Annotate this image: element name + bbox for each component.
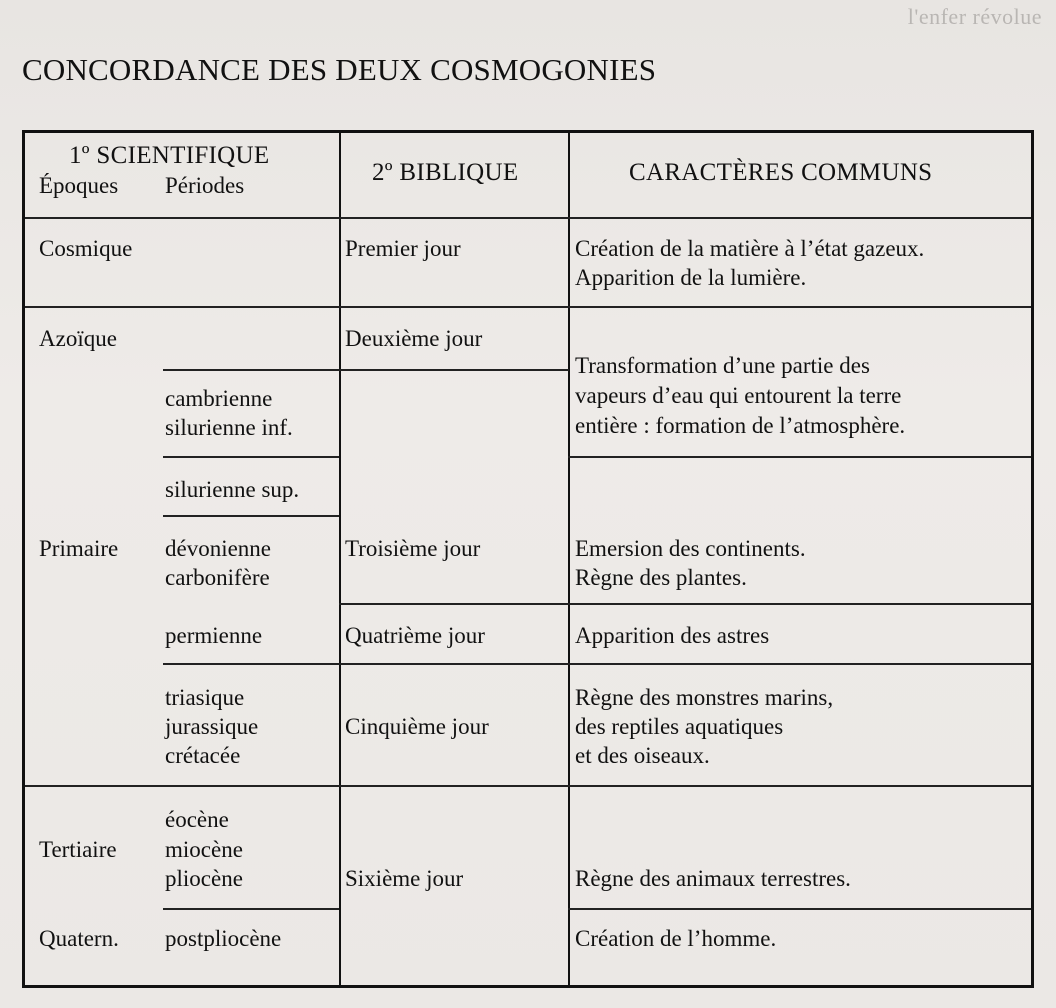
header-scientific: 1º SCIENTIFIQUE xyxy=(69,142,270,169)
period-miocene: miocène xyxy=(165,837,243,862)
page-title: CONCORDANCE DES DEUX COSMOGONIES xyxy=(22,52,657,87)
common-c2-line2: vapeurs d’eau qui entourent la terre xyxy=(575,383,902,408)
period-cambrienne: cambrienne xyxy=(165,386,273,411)
period-triasique: triasique xyxy=(165,685,245,710)
common-c1-line1: Création de la matière à l’état gazeux. xyxy=(575,236,925,261)
common-c5-line1: Règne des monstres marins, xyxy=(575,685,834,710)
rule-col1-permienne xyxy=(163,663,339,665)
period-permienne: permienne xyxy=(165,623,263,648)
day-deuxieme: Deuxième jour xyxy=(345,326,483,351)
common-c4-line1: Apparition des astres xyxy=(575,623,770,648)
epoch-quatern: Quatern. xyxy=(39,926,119,951)
rule-col2-jour2 xyxy=(339,369,569,371)
rule-col3-c1 xyxy=(568,306,1031,308)
bleed-through-header: l'enfer révolue xyxy=(907,4,1042,29)
header-epoques: Époques xyxy=(39,173,119,198)
epoch-primaire: Primaire xyxy=(39,536,119,561)
header-biblical: 2º BIBLIQUE xyxy=(372,159,519,186)
common-c2-line3: entière : formation de l’atmosphère. xyxy=(575,413,906,438)
header-periodes: Périodes xyxy=(165,173,245,198)
rule-col1-silurienne-inf xyxy=(163,456,339,458)
day-cinquieme: Cinquième jour xyxy=(345,714,489,739)
epoch-azoique: Azoïque xyxy=(39,326,117,351)
rule-col3-c6 xyxy=(568,908,1031,910)
rule-full-cinquieme xyxy=(25,785,1031,787)
concordance-table xyxy=(22,130,1034,988)
rule-col2-jour3 xyxy=(339,603,569,605)
period-cretacee: crétacée xyxy=(165,743,241,768)
period-pliocene: pliocène xyxy=(165,866,243,891)
rule-col1-cosmique xyxy=(25,306,339,308)
epoch-tertiaire: Tertiaire xyxy=(39,837,117,862)
column-divider-2 xyxy=(568,133,570,985)
column-divider-1 xyxy=(339,133,341,985)
common-c2-line1: Transformation d’une partie des xyxy=(575,353,870,378)
day-sixieme: Sixième jour xyxy=(345,866,464,891)
period-postpliocene: postpliocène xyxy=(165,926,282,951)
rule-col2-jour4 xyxy=(339,663,569,665)
rule-col1-silurienne-sup xyxy=(163,515,339,517)
period-silurienne-sup: silurienne sup. xyxy=(165,477,300,502)
common-c5-line3: et des oiseaux. xyxy=(575,743,710,768)
period-jurassique: jurassique xyxy=(165,714,259,739)
epoch-cosmique: Cosmique xyxy=(39,236,133,261)
rule-col3-c4 xyxy=(568,663,1031,665)
period-carbonifere: carbonifère xyxy=(165,565,270,590)
day-quatrieme: Quatrième jour xyxy=(345,623,485,648)
common-c5-line2: des reptiles aquatiques xyxy=(575,714,784,739)
period-eocene: éocène xyxy=(165,807,229,832)
rule-col3-c3 xyxy=(568,603,1031,605)
day-premier: Premier jour xyxy=(345,236,461,261)
common-c7-line1: Création de l’homme. xyxy=(575,926,777,951)
rule-col1-tertiaire xyxy=(163,908,339,910)
rule-col3-c2 xyxy=(568,456,1031,458)
common-c3-line2: Règne des plantes. xyxy=(575,565,747,590)
common-c1-line2: Apparition de la lumière. xyxy=(575,265,807,290)
day-troisieme: Troisième jour xyxy=(345,536,481,561)
header-common: CARACTÈRES COMMUNS xyxy=(629,159,933,186)
common-c6-line1: Règne des animaux terrestres. xyxy=(575,866,851,891)
period-devonienne: dévonienne xyxy=(165,536,272,561)
period-silurienne-inf: silurienne inf. xyxy=(165,415,293,440)
rule-col2-jour1 xyxy=(339,306,569,308)
common-c3-line1: Emersion des continents. xyxy=(575,536,806,561)
header-rule xyxy=(25,217,1031,219)
rule-col1-azoique xyxy=(163,369,339,371)
